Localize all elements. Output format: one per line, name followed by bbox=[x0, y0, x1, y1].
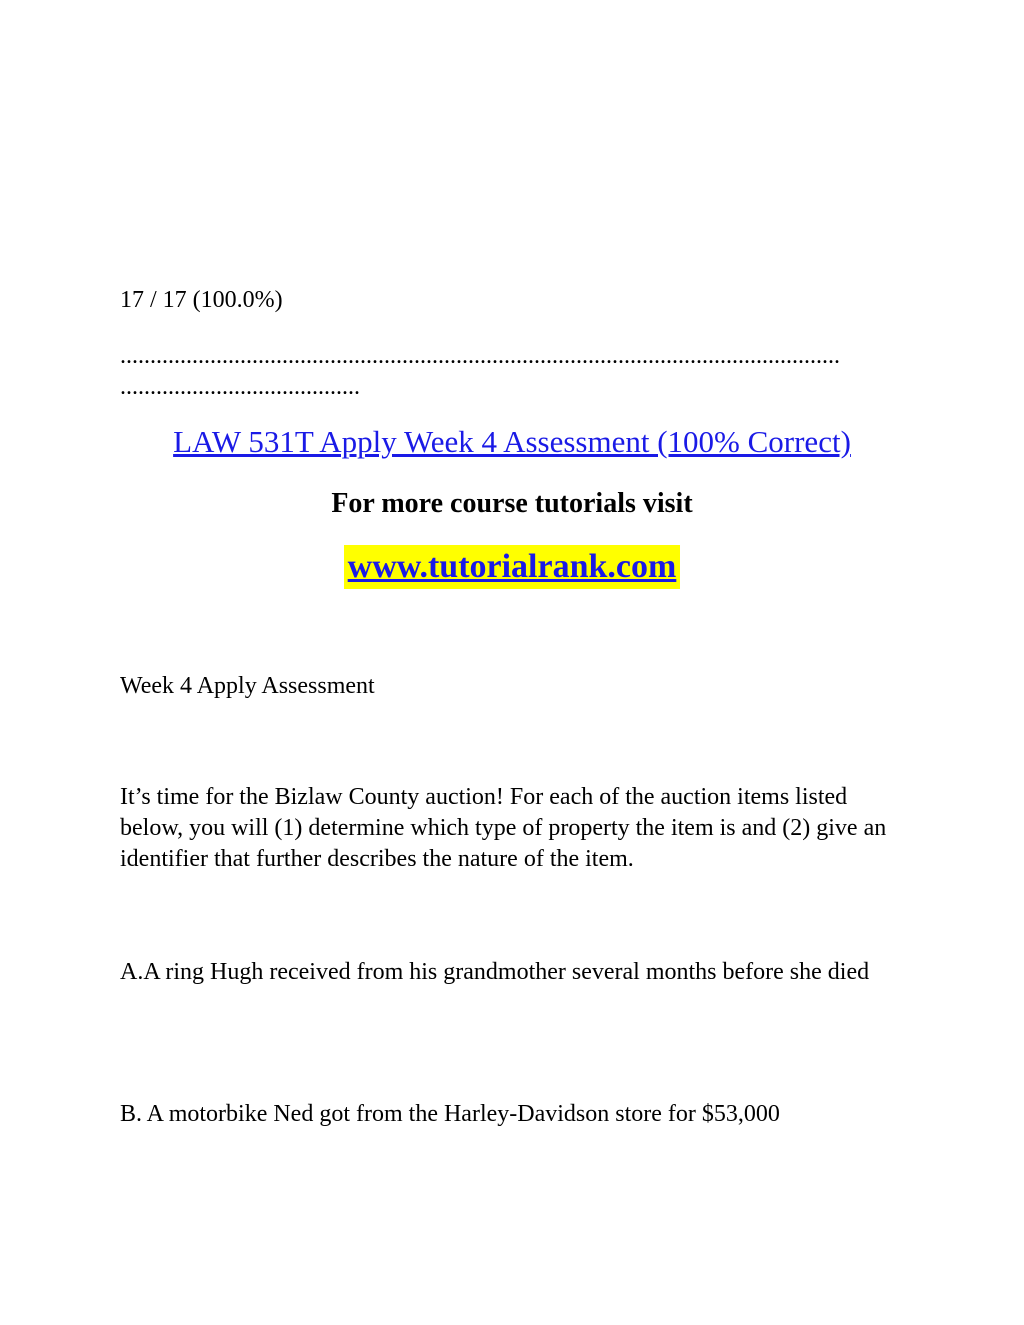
tutorial-site-link[interactable]: www.tutorialrank.com bbox=[344, 545, 681, 589]
intro-paragraph: It’s time for the Bizlaw County auction! For each of the auction items listed below, you will (1) determine which type of property the item is and (2) give an identifier that further describes the nature of the item. bbox=[120, 784, 887, 872]
dotted-separator-line-2: ........................................ bbox=[120, 374, 360, 400]
course-title-link[interactable]: LAW 531T Apply Week 4 Assessment (100% Correct) bbox=[173, 424, 851, 459]
site-link-container bbox=[0, 545, 1024, 589]
dotted-separator-line-1: ........................................................................................................................ bbox=[120, 343, 840, 369]
auction-item-a: A.A ring Hugh received from his grandmother several months before she died bbox=[120, 959, 870, 985]
score-text: 17 / 17 (100.0%) bbox=[120, 287, 283, 313]
auction-item-b: B. A motorbike Ned got from the Harley-Davidson store for $53,000 bbox=[120, 1101, 780, 1127]
section-heading: Week 4 Apply Assessment bbox=[120, 673, 375, 699]
promo-text: For more course tutorials visit bbox=[331, 488, 693, 519]
